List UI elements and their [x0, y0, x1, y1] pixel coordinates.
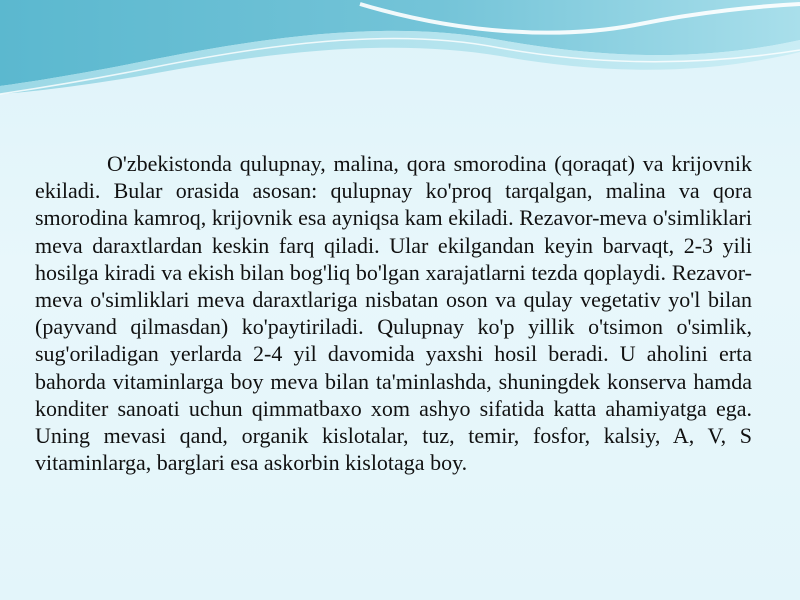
decorative-wave-header	[0, 0, 800, 130]
slide-body-text: O'zbekistonda qulupnay, malina, qora smorodina (qoraqat) va krijovnik ekiladi. Bular orasida asosan: qulupnay ko'proq tarqalgan, malina va qora smorodina kamroq, krijovnik esa ayniqsa kam ekiladi. Rezavor-meva o'simliklari meva daraxtlardan keskin farq qiladi. Ular ekilgandan keyin barvaqt, 2-3 yili hosilga kiradi va ekish bilan bog'liq bo'lgan xarajatlarni tezda qoplaydi. Rezavor-meva o'simliklari meva daraxtlariga nisbatan oson va qulay vegetativ yo'l bilan (payvand qilmasdan) ko'paytiriladi. Qulupnay ko'p yillik o'tsimon o'simlik, sug'oriladigan yerlarda 2-4 yil davomida yaxshi hosil beradi. U aholini erta bahorda vitaminlarga boy meva bilan ta'minlashda, shuningdek konserva hamda konditer sanoati uchun qimmatbaxo xom ashyo sifatida katta ahamiyatga ega. Uning mevasi qand, organik kislotalar, tuz, temir, fosfor, kalsiy, A, V, S vitaminlarga, barglari esa askorbin kislotaga boy.	[35, 151, 752, 476]
